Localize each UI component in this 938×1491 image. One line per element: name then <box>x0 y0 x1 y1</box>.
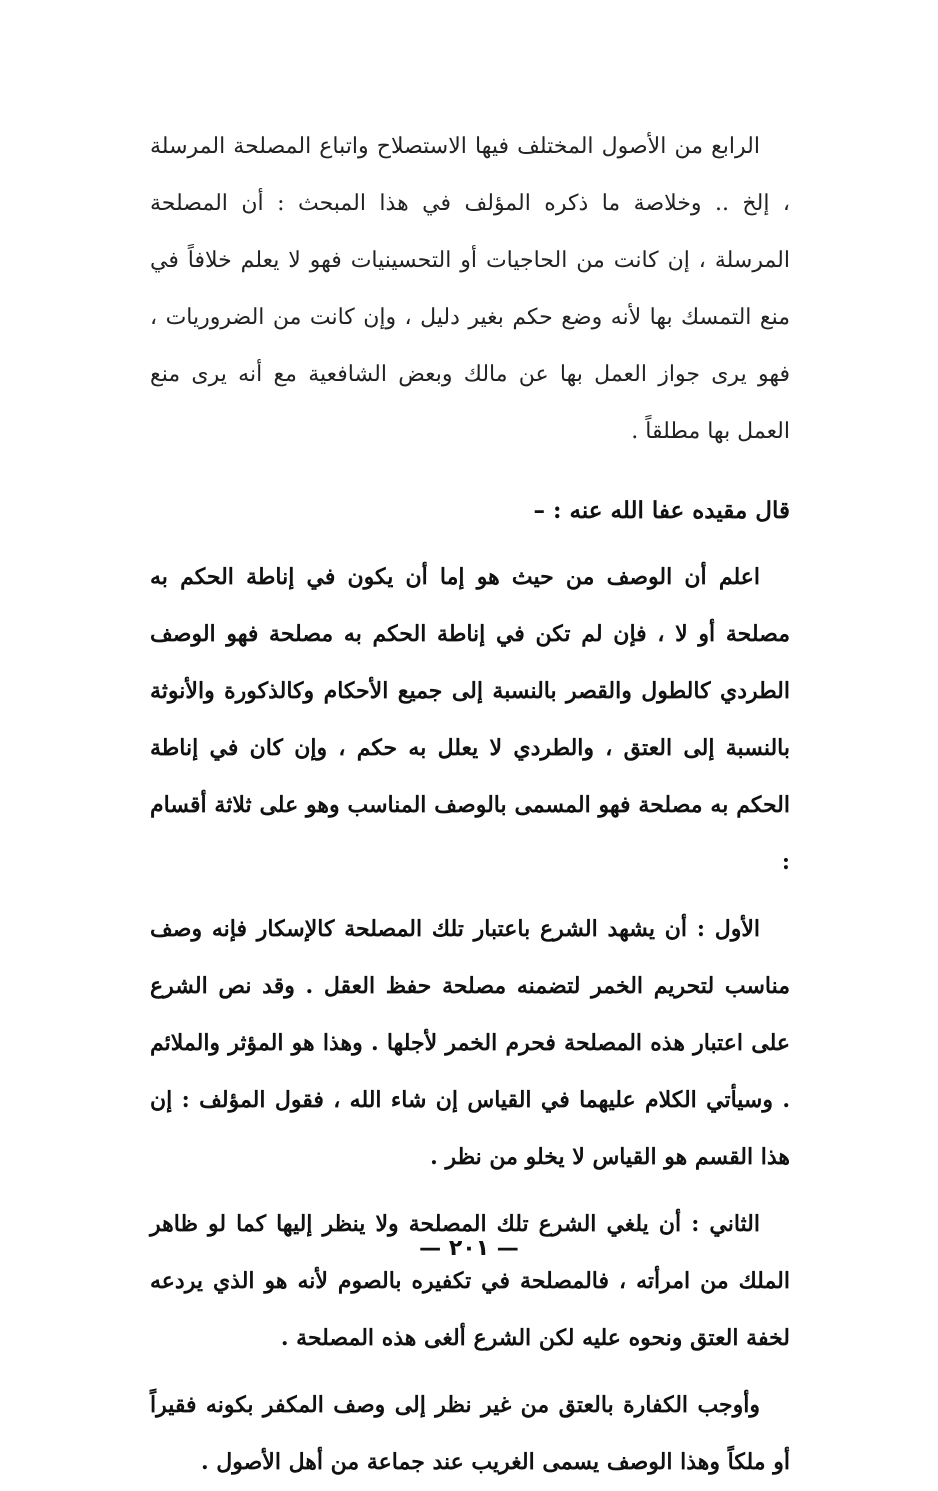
page-body <box>150 118 790 1491</box>
spacer <box>150 891 790 901</box>
paragraph-2: الأول : أن يشهد الشرع باعتبار تلك المصلحة كالإسكار فإنه وصف مناسب لتحريم الخمر لتضمنه مصلحة حفظ العقل . وقد نص الشرع على اعتبار هذه المصلحة فحرم الخمر لأجلها . وهذا هو المؤثر والملائم . وسيأتي الكلام عليهما في القياس إن شاء الله ، فقول المؤلف : إن هذا القسم هو القياس لا يخلو من نظر . <box>150 916 790 1170</box>
paragraph-4: وأوجب الكفارة بالعتق من غير نظر إلى وصف المكفر بكونه فقيراً أو ملكاً وهذا الوصف يسمى الغريب عند جماعة من أهل الأصول . <box>150 1392 790 1475</box>
spacer <box>150 539 790 549</box>
page-number: — ٢٠١ — <box>419 1236 519 1261</box>
paragraph-1: اعلم أن الوصف من حيث هو إما أن يكون في إناطة الحكم به مصلحة أو لا ، فإن لم تكن في إناطة الحكم به مصلحة فهو الوصف الطردي كالطول والقصر بالنسبة إلى جميع الأحكام وكالذكورة والأنوثة بالنسبة إلى العتق ، والطردي لا يعلل به حكم ، وإن كان في إناطة الحكم به مصلحة فهو المسمى بالوصف المناسب وهو على ثلاثة أقسام : <box>150 564 790 875</box>
paragraph-3: الثاني : أن يلغي الشرع تلك المصلحة ولا ينظر إليها كما لو ظاهر الملك من امرأته ، فالمصلحة في تكفيره بالصوم لأنه هو الذي يردعه لخفة العتق ونحوه عليه لكن الشرع ألغى هذه المصلحة . <box>150 1211 791 1351</box>
section-heading: قال مقيده عفا الله عنه : – <box>533 497 790 524</box>
spacer <box>150 1186 790 1196</box>
intro-paragraph: الرابع من الأصول المختلف فيها الاستصلاح واتباع المصلحة المرسلة ، إلخ .. وخلاصة ما ذكره المؤلف في هذا المبحث : أن المصلحة المرسلة ، إن كانت من الحاجيات أو التحسينيات فهو لا يعلم خلافاً في منع التمسك بها لأنه وضع حكم بغير دليل ، وإن كانت من الضروريات ، فهو يرى جواز العمل بها عن مالك وبعض الشافعية مع أنه يرى منع العمل بها مطلقاً . <box>150 134 790 444</box>
